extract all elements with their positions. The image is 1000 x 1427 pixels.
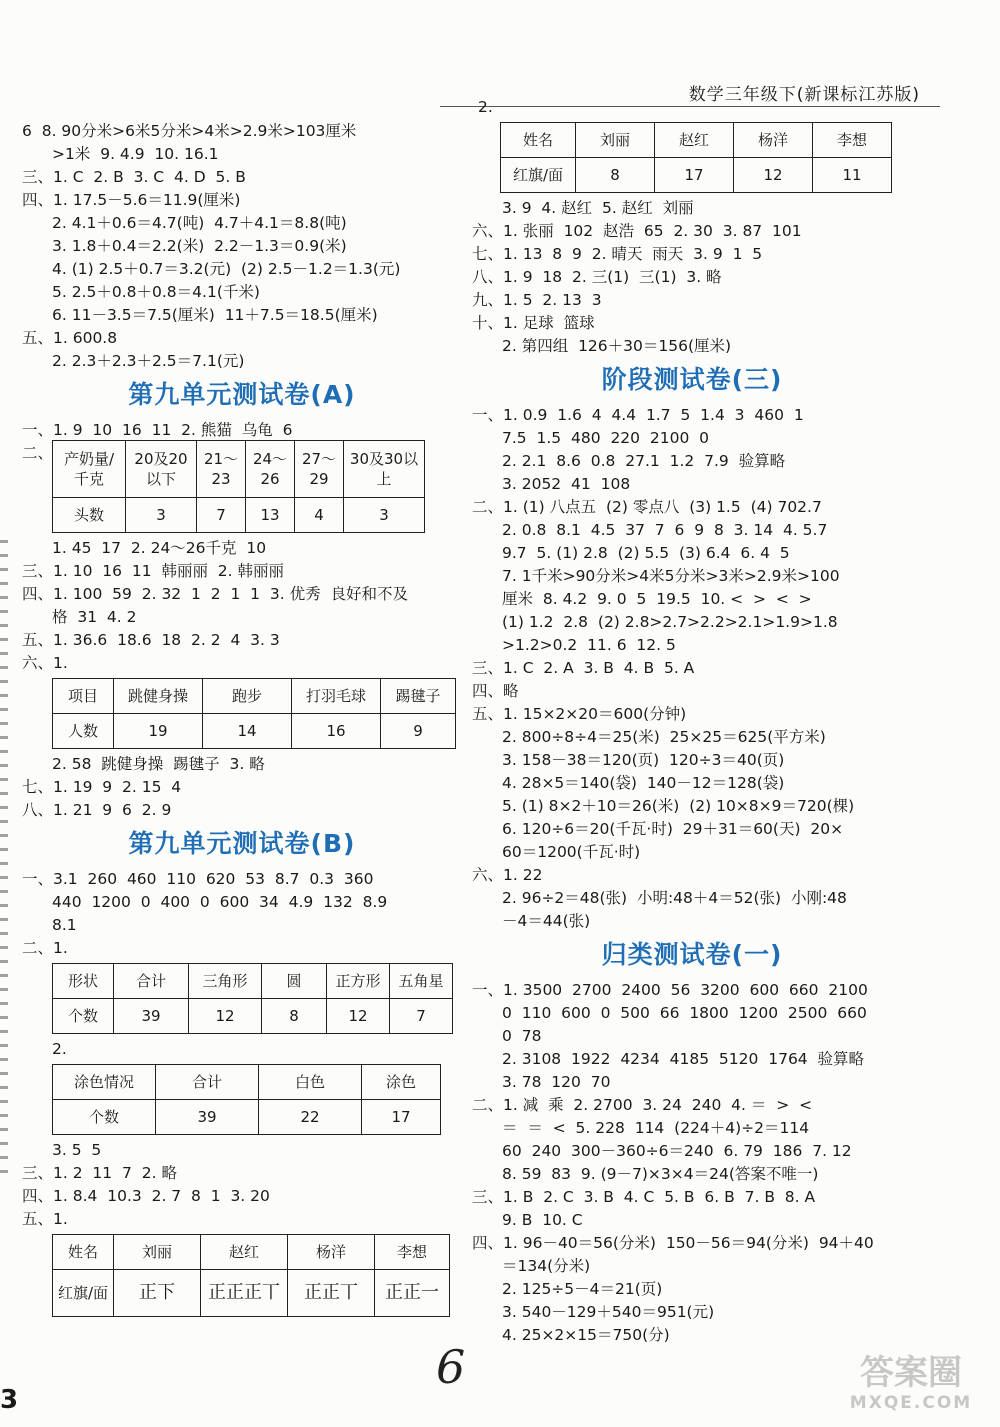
table-header-cell: 正方形 bbox=[327, 964, 390, 999]
answer-line: 四、1. 96－40＝56(分米) 150－56＝94(分米) 94＋40 bbox=[472, 1234, 874, 1252]
answer-line: 6 8. 90分米>6米5分米>4米>2.9米>103厘米 bbox=[22, 122, 357, 140]
answer-line: 1. 45 17 2. 24～26千克 10 bbox=[52, 539, 267, 557]
answer-line: 4. 28×5＝140(袋) 140－12＝128(袋) bbox=[502, 774, 785, 792]
table-cell: 17 bbox=[362, 1100, 441, 1135]
table-cell: 16 bbox=[292, 714, 381, 749]
answer-line: 八、1. 9 18 2. 三(1) 三(1) 3. 略 bbox=[472, 268, 722, 286]
answer-line: 三、1. B 2. C 3. B 4. C 5. B 6. B 7. B 8. A bbox=[472, 1188, 816, 1206]
table-cell: 8 bbox=[576, 158, 655, 193]
watermark-site-text: MXQE.COM bbox=[849, 1393, 973, 1413]
table-header-cell: 跳健身操 bbox=[114, 679, 203, 714]
coloring-table bbox=[52, 1064, 441, 1135]
answer-line: 4. 25×2×15＝750(分) bbox=[502, 1326, 670, 1344]
table-header-cell: 合计 bbox=[156, 1065, 259, 1100]
answer-line: 四、1. 17.5－5.6＝11.9(厘米) bbox=[22, 191, 241, 209]
answer-line: 2. 第四组 126＋30＝156(厘米) bbox=[502, 337, 732, 355]
answer-line: －4＝44(张) bbox=[502, 912, 591, 930]
table-cell: 17 bbox=[655, 158, 734, 193]
answer-line: 9.7 5. (1) 2.8 (2) 5.5 (3) 6.4 6. 4 5 bbox=[502, 544, 790, 562]
table-cell: 正正丅 bbox=[288, 1270, 375, 1317]
answer-line: 7.5 1.5 480 220 2100 0 bbox=[502, 429, 710, 447]
answer-line: 格 31 4. 2 bbox=[52, 608, 137, 626]
table-cell: 14 bbox=[203, 714, 292, 749]
table-cell: 19 bbox=[114, 714, 203, 749]
answer-line: 2. 58 跳健身操 踢毽子 3. 略 bbox=[52, 755, 265, 773]
sports-table bbox=[52, 678, 456, 749]
table-row-label: 人数 bbox=[53, 714, 114, 749]
answer-line: 四、1. 8.4 10.3 2. 7 8 1 3. 20 bbox=[22, 1187, 270, 1205]
answer-line: 2. 125÷5－4＝21(页) bbox=[502, 1280, 663, 1298]
answer-line: ＝ ＝ < 5. 228 114 (224＋4)÷2＝114 bbox=[502, 1119, 810, 1137]
answer-line: 6. 11－3.5＝7.5(厘米) 11＋7.5＝18.5(厘米) bbox=[52, 306, 378, 324]
answer-line: 2. 2.3＋2.3＋2.5＝7.1(元) bbox=[52, 352, 245, 370]
table-cell: 3 bbox=[344, 498, 425, 533]
answer-line: 3. 540－129＋540＝951(元) bbox=[502, 1303, 715, 1321]
answer-line: 厘米 8. 4.2 9. 0 5 19.5 10. < > < > bbox=[502, 590, 812, 608]
answer-line: 2. 2.1 8.6 0.8 27.1 1.2 7.9 验算略 bbox=[502, 452, 786, 470]
watermark-logo bbox=[836, 1353, 986, 1419]
answer-line: 六、1. 张丽 102 赵浩 65 2. 30 3. 87 101 bbox=[472, 222, 802, 240]
answer-line: ＝134(分米) bbox=[502, 1257, 591, 1275]
table-header-cell: 赵红 bbox=[201, 1235, 288, 1270]
answer-line: 2. 96÷2＝48(张) 小明:48＋4＝52(张) 小刚:48 bbox=[502, 889, 847, 907]
answer-line: 0 110 600 0 500 66 1800 1200 2500 660 bbox=[502, 1004, 867, 1022]
answer-line: 九、1. 5 2. 13 3 bbox=[472, 291, 602, 309]
table-header-cell: 涂色情况 bbox=[53, 1065, 156, 1100]
table-cell: 正正一 bbox=[375, 1270, 450, 1317]
answer-line: 440 1200 0 400 0 600 34 4.9 132 8.9 bbox=[52, 893, 388, 911]
red-flag-tally-table bbox=[52, 1234, 450, 1317]
right-column bbox=[472, 96, 912, 1347]
answer-line: 四、略 bbox=[472, 682, 519, 700]
table-cell: 12 bbox=[189, 999, 262, 1034]
answer-line: 三、1. C 2. A 3. B 4. B 5. A bbox=[472, 659, 695, 677]
answer-line: 二、1. (1) 八点五 (2) 零点八 (3) 1.5 (4) 702.7 bbox=[472, 498, 822, 516]
answer-line: 6. 120÷6＝20(千瓦·时) 29＋31＝60(天) 20× bbox=[502, 820, 844, 838]
answer-line: 9. B 10. C bbox=[502, 1211, 583, 1229]
table-cell: 13 bbox=[246, 498, 295, 533]
page-number: 3 bbox=[0, 1385, 19, 1415]
answer-line: 三、1. 2 11 7 2. 略 bbox=[22, 1164, 177, 1182]
table-header-cell: 刘丽 bbox=[576, 123, 655, 158]
table-header-cell: 杨洋 bbox=[288, 1235, 375, 1270]
section-title-stage-3: 阶段测试卷(三) bbox=[601, 365, 783, 394]
table-cell: 7 bbox=[390, 999, 453, 1034]
table-cell: 4 bbox=[295, 498, 344, 533]
answer-line: 一、3.1 260 460 110 620 53 8.7 0.3 360 bbox=[22, 870, 374, 888]
answer-line: >1米 9. 4.9 10. 16.1 bbox=[52, 145, 219, 163]
answer-line: 3. 1.8＋0.4＝2.2(米) 2.2－1.3＝0.9(米) bbox=[52, 237, 347, 255]
section-title-unit9-b: 第九单元测试卷(B) bbox=[128, 829, 356, 858]
binding-edge-marks bbox=[0, 540, 8, 1180]
answer-line: 2. bbox=[478, 98, 493, 116]
answer-line: 一、1. 0.9 1.6 4 4.4 1.7 5 1.4 3 460 1 bbox=[472, 406, 804, 424]
table-header-cell: 24～26 bbox=[246, 441, 295, 498]
table-header-cell: 圆 bbox=[262, 964, 327, 999]
left-top-answers bbox=[22, 120, 462, 373]
section-title-category-1: 归类测试卷(一) bbox=[601, 940, 783, 969]
table-cell: 22 bbox=[259, 1100, 362, 1135]
table-row-label: 个数 bbox=[53, 1100, 156, 1135]
table-header-cell: 形状 bbox=[53, 964, 114, 999]
answer-line: 六、1. 22 bbox=[472, 866, 543, 884]
table-cell: 12 bbox=[734, 158, 813, 193]
table-header-cell: 21～23 bbox=[197, 441, 246, 498]
answer-line: 2. 0.8 8.1 4.5 37 7 6 9 8 3. 14 4. 5.7 bbox=[502, 521, 828, 539]
table-cell: 9 bbox=[381, 714, 456, 749]
table-cell: 8 bbox=[262, 999, 327, 1034]
answer-line: 四、1. 100 59 2. 32 1 2 1 1 3. 优秀 良好和不及 bbox=[22, 585, 408, 603]
answer-line: 八、1. 21 9 6 2. 9 bbox=[22, 801, 172, 819]
answer-line: 三、1. 10 16 11 韩丽丽 2. 韩丽丽 bbox=[22, 562, 285, 580]
table-cell: 正正正丅 bbox=[201, 1270, 288, 1317]
answer-line: 5. 2.5＋0.8＋0.8＝4.1(千米) bbox=[52, 283, 260, 301]
answer-line: 60 240 300－360÷6＝240 6. 79 186 7. 12 bbox=[502, 1142, 852, 1160]
answer-line: 五、1. 600.8 bbox=[22, 329, 118, 347]
left-column: 6 8. 90分米>6米5分米>4米>2.9米>103厘米 >1米 9. 4.9 10. 16.1 三、1. C 2. B 3. C 4. D 5. B 四、1. 17.5－5.6＝11.9(厘米) 2. 4.1＋0.6＝4.7(吨) 4.7＋4.1＝8.8(吨) 3. 1.8＋0.4＝2.2(米) 2.2－1.3＝0.9(米) 4. (1) 2.5＋0.7＝3.2(元) (2) 2.5－1.2＝1.3(元) 5. 2.5＋0.8＋0.8＝4.1(千米) 6. 11－3.5＝7.5(厘米) 11＋7.5＝18.5(厘米) 五、1. 600.8 2. 2.3＋2.3＋2.5＝7.1(元) 第九单元测试卷(A) 一、1. 9 10 16 11 2. 熊猫 乌龟 6 二、 产奶量/千克 20及20以下 21～23 24～26 27～29 30及30以上 头数 3 7 13 4 3 1. 45 17 2. 24～26千克 10 三、1. 10 16 11 韩丽丽 2. 韩丽丽 四、1. 100 59 2. 32 1 2 1 1 3. 优秀 良好和不及 格 31 4. 2 五、1. 36.6 18.6 18 2. 2 4 3. 3 六、1. 项目 跳健身操 跑步 打羽毛球 踢毽子 人数 19 14 16 9 2. 58 跳健身操 踢毽子 3. 略 七、1. 19 9 2. 15 4 八、1. 21 9 6 2. 9 第九单元测试卷(B) 一、3.1 260 460 110 620 53 8.7 0.3 360 440 1200 0 400 0 600 34 4.9 132 8.9 8.1 二、1. 形状 合计 三角形 圆 正方形 五角星 个数 39 12 8 12 7 2. 涂色情况 合计 白色 涂色 个数 39 22 17 3. 5 5 三、1. 2 11 7 2. 略 四、1. 8.4 10.3 2. 7 8 1 3. 20 五、1. 姓名 刘丽 赵红 杨洋 李想 红旗/面 正下 正正正丅 正正丅 正正一 bbox=[22, 120, 462, 1321]
table-header-cell: 合计 bbox=[114, 964, 189, 999]
table-header-cell: 20及20以下 bbox=[126, 441, 197, 498]
table-header-cell: 姓名 bbox=[501, 123, 576, 158]
answer-line: 3. 2052 41 108 bbox=[502, 475, 631, 493]
answer-line: 五、1. 36.6 18.6 18 2. 2 4 3. 3 bbox=[22, 631, 280, 649]
answer-line: 7. 1千米>90分米>4米5分米>3米>2.9米>100 bbox=[502, 567, 840, 585]
answer-line: 3. 78 120 70 bbox=[502, 1073, 611, 1091]
page-header-title: 数学三年级下(新课标江苏版) bbox=[688, 85, 920, 105]
red-flag-count-table bbox=[500, 122, 892, 193]
table-header-cell: 踢毽子 bbox=[381, 679, 456, 714]
table-header-cell: 姓名 bbox=[53, 1235, 114, 1270]
answer-line: 七、1. 19 9 2. 15 4 bbox=[22, 778, 182, 796]
table-header-cell: 打羽毛球 bbox=[292, 679, 381, 714]
table-cell: 39 bbox=[114, 999, 189, 1034]
table-row-label: 头数 bbox=[53, 498, 126, 533]
table-header-cell: 李想 bbox=[813, 123, 892, 158]
answer-line: 六、1. bbox=[22, 654, 68, 672]
answer-line: 5. (1) 8×2＋10＝26(米) (2) 10×8×9＝720(棵) bbox=[502, 797, 855, 815]
answer-line: 一、1. 9 10 16 11 2. 熊猫 乌龟 6 bbox=[22, 421, 293, 439]
answer-line: 一、1. 3500 2700 2400 56 3200 600 660 2100 bbox=[472, 981, 868, 999]
table-header-cell: 27～29 bbox=[295, 441, 344, 498]
table-row-label: 个数 bbox=[53, 999, 114, 1034]
answer-line: (1) 1.2 2.8 (2) 2.8>2.7>2.2>2.1>1.9>1.8 bbox=[502, 613, 838, 631]
answer-line: 三、1. C 2. B 3. C 4. D 5. B bbox=[22, 168, 246, 186]
table-header-cell: 五角星 bbox=[390, 964, 453, 999]
table-header-cell: 杨洋 bbox=[734, 123, 813, 158]
table-header-cell: 跑步 bbox=[203, 679, 292, 714]
answer-line: 十、1. 足球 篮球 bbox=[472, 314, 595, 332]
handwritten-mark: 6 bbox=[436, 1340, 466, 1394]
table-header-cell: 李想 bbox=[375, 1235, 450, 1270]
answer-line: 60＝1200(千瓦·时) bbox=[502, 843, 641, 861]
shape-count-table bbox=[52, 963, 453, 1034]
answer-line: 4. (1) 2.5＋0.7＝3.2(元) (2) 2.5－1.2＝1.3(元) bbox=[52, 260, 401, 278]
table-cell: 7 bbox=[197, 498, 246, 533]
answer-line: 五、1. 15×2×20＝600(分钟) bbox=[472, 705, 687, 723]
table-row-label: 红旗/面 bbox=[501, 158, 576, 193]
table-row-label: 红旗/面 bbox=[53, 1270, 114, 1317]
answer-line: 2. 3108 1922 4234 4185 5120 1764 验算略 bbox=[502, 1050, 865, 1068]
answer-line: 五、1. bbox=[22, 1210, 68, 1228]
answer-line: 七、1. 13 8 9 2. 晴天 雨天 3. 9 1 5 bbox=[472, 245, 763, 263]
table-header-cell: 白色 bbox=[259, 1065, 362, 1100]
answer-line: 8. 59 83 9. (9－7)×3×4＝24(答案不唯一) bbox=[502, 1165, 819, 1183]
answer-line: 3. 5 5 bbox=[52, 1141, 102, 1159]
table-header-cell: 项目 bbox=[53, 679, 114, 714]
watermark-main-text: 答案圈 bbox=[860, 1353, 962, 1393]
answer-line: 2. 800÷8÷4＝25(米) 25×25＝625(平方米) bbox=[502, 728, 826, 746]
table-header-cell: 赵红 bbox=[655, 123, 734, 158]
table-header-cell: 三角形 bbox=[189, 964, 262, 999]
table-cell: 12 bbox=[327, 999, 390, 1034]
answer-line: 2. bbox=[52, 1040, 67, 1058]
table-cell: 11 bbox=[813, 158, 892, 193]
table-header-cell: 产奶量/千克 bbox=[53, 441, 126, 498]
answer-line: >1.2>0.2 11. 6 12. 5 bbox=[502, 636, 676, 654]
answer-line: 3. 9 4. 赵红 5. 赵红 刘丽 bbox=[502, 199, 694, 217]
answer-line: 8.1 bbox=[52, 916, 77, 934]
answer-line: 2. 4.1＋0.6＝4.7(吨) 4.7＋4.1＝8.8(吨) bbox=[52, 214, 347, 232]
section-title-unit9-a: 第九单元测试卷(A) bbox=[128, 380, 356, 409]
table-header-cell: 30及30以上 bbox=[344, 441, 425, 498]
table-cell: 正下 bbox=[114, 1270, 201, 1317]
table-cell: 39 bbox=[156, 1100, 259, 1135]
table-header-cell: 刘丽 bbox=[114, 1235, 201, 1270]
answer-line: 0 78 bbox=[502, 1027, 542, 1045]
answer-line: 3. 158－38＝120(页) 120÷3＝40(页) bbox=[502, 751, 785, 769]
milk-yield-table bbox=[52, 440, 425, 533]
table-header-cell: 涂色 bbox=[362, 1065, 441, 1100]
table-cell: 3 bbox=[126, 498, 197, 533]
answer-line: 二、1. bbox=[22, 939, 68, 957]
answer-line: 二、1. 减 乘 2. 2700 3. 24 240 4. ＝ > < bbox=[472, 1096, 813, 1114]
